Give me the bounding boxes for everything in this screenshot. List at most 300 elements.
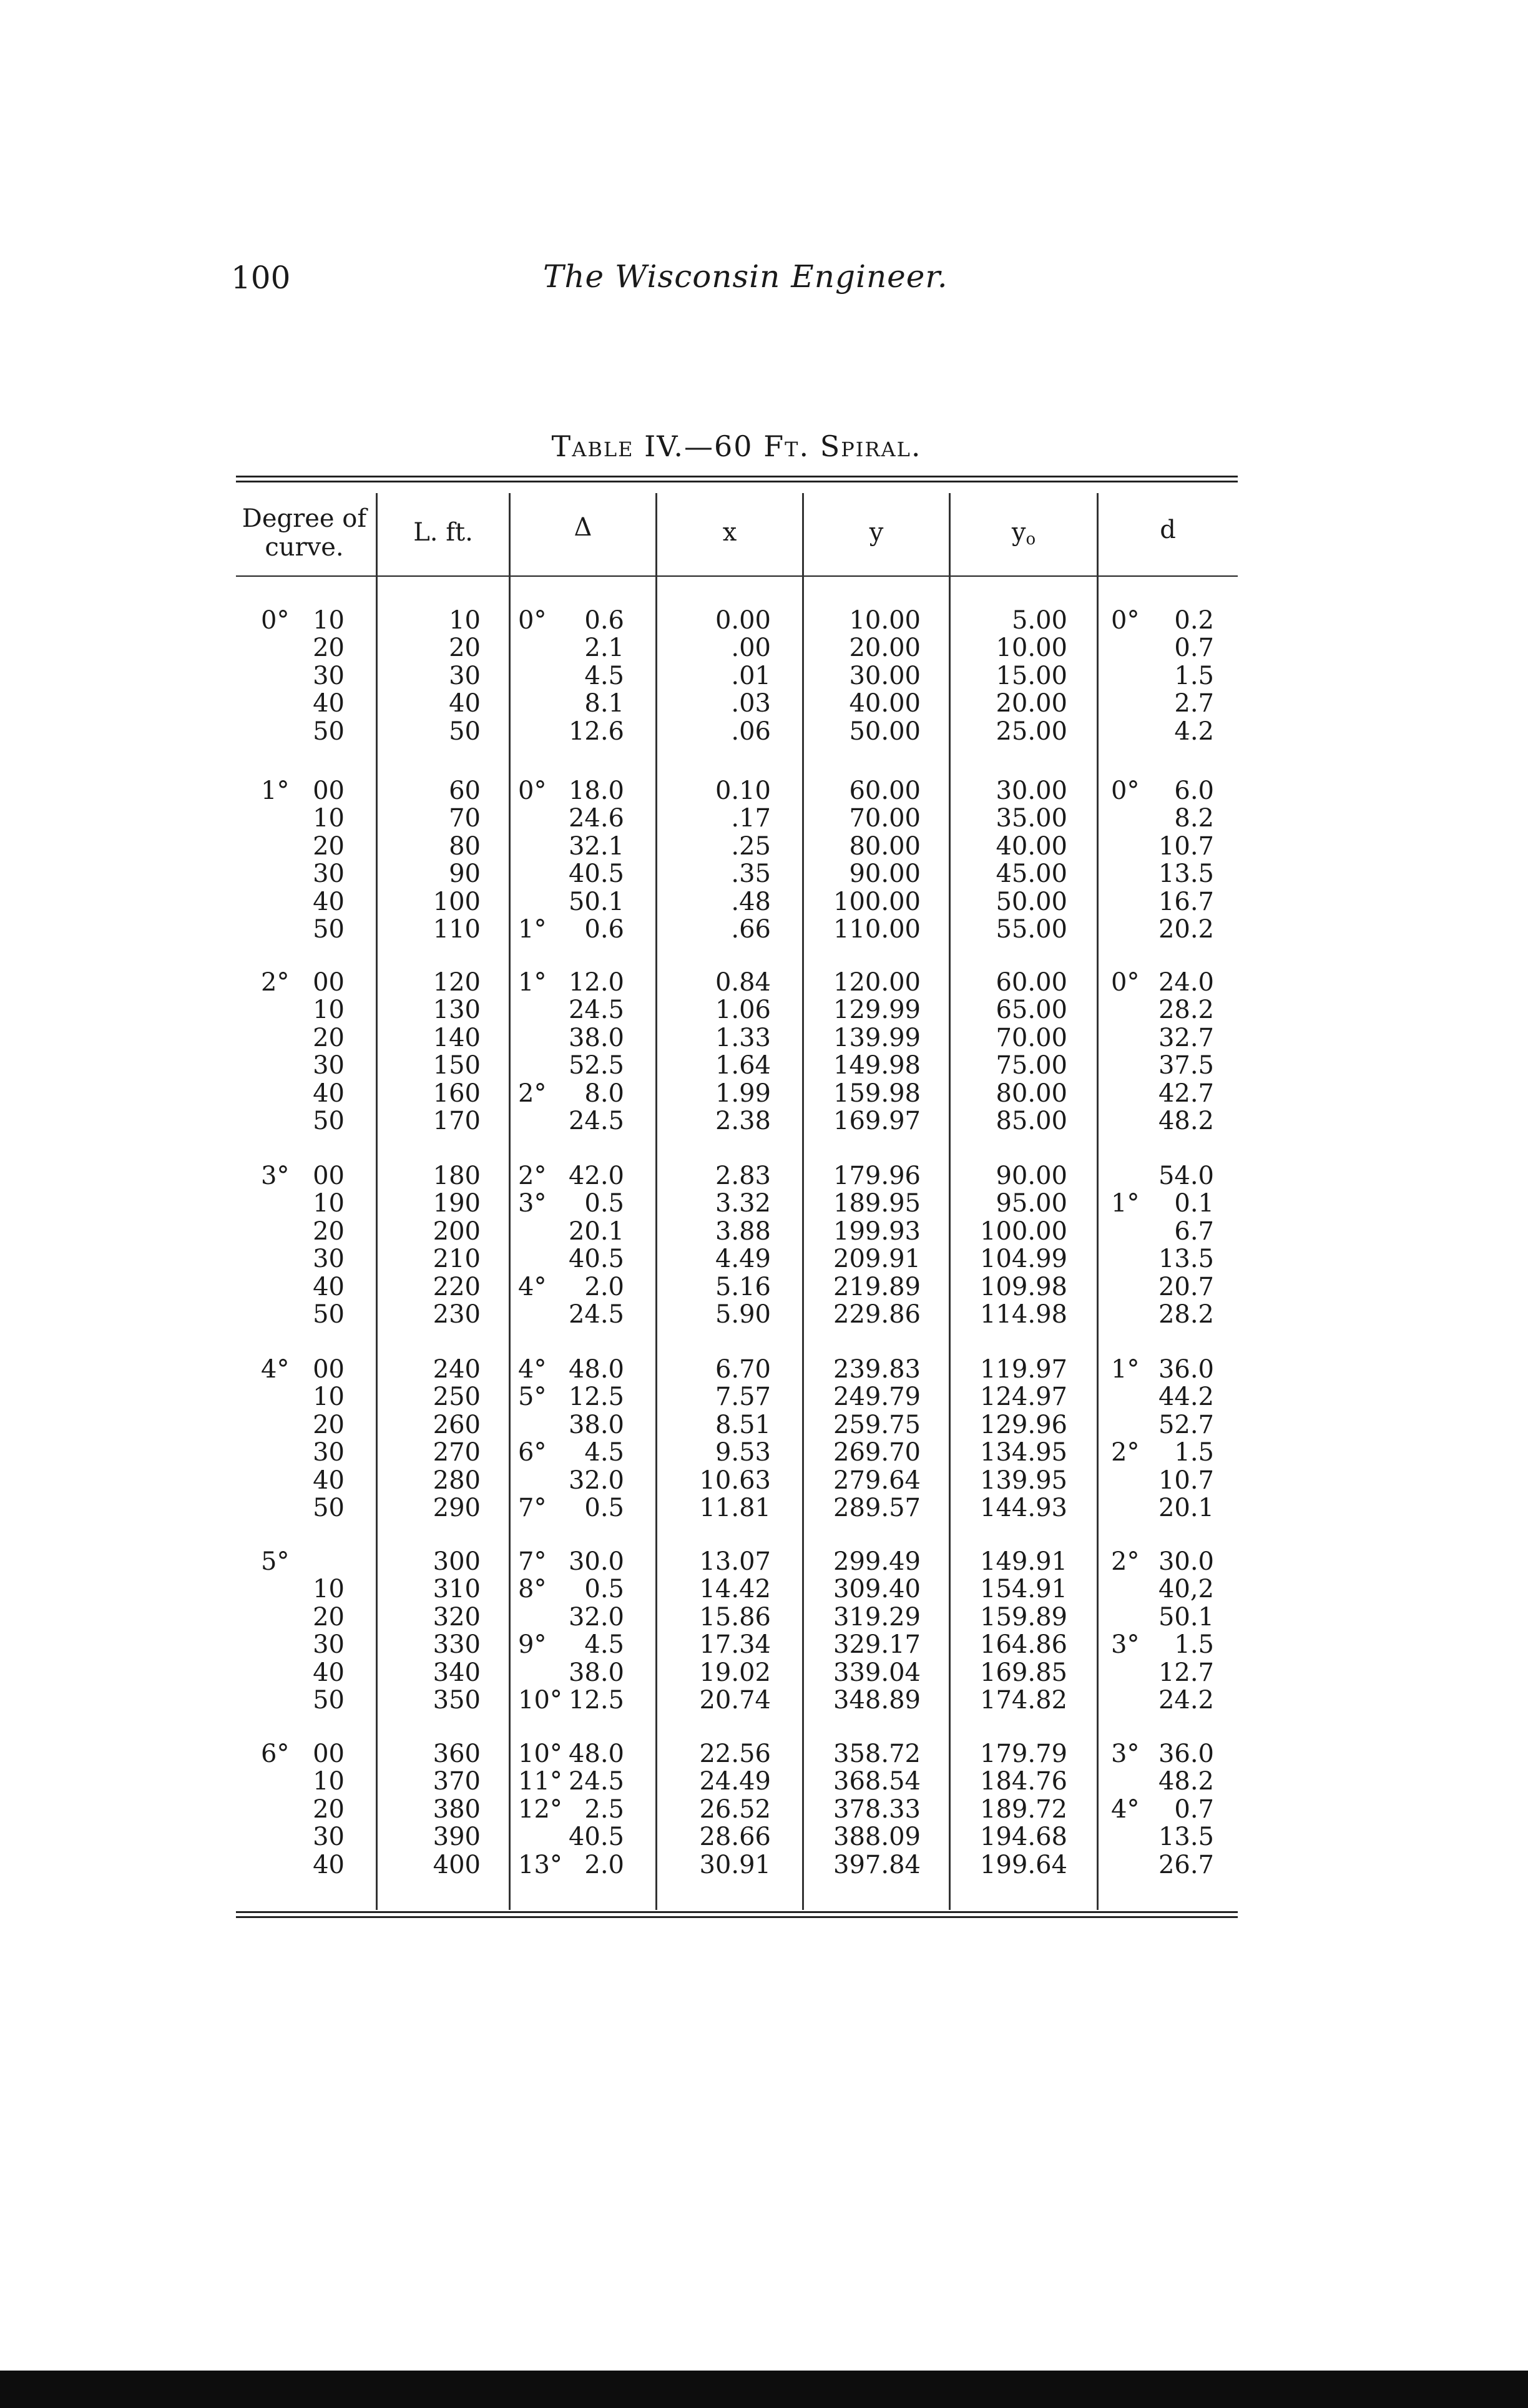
degree-of-curve-value: 0° xyxy=(261,606,290,635)
table-cell: 20 xyxy=(313,831,345,861)
table-cell: 0° xyxy=(518,606,547,635)
table-cell: 200 xyxy=(433,1216,481,1246)
table-cell: 149.91 xyxy=(980,1547,1067,1576)
table-cell: 0.2 xyxy=(1174,606,1214,635)
table-cell: 00 xyxy=(313,1355,345,1384)
x-col xyxy=(680,607,771,745)
table-cell: 169.97 xyxy=(833,1106,921,1135)
table-cell: 50 xyxy=(449,717,481,746)
table-cell: 2.0 xyxy=(584,1850,624,1879)
table-cell: 40 xyxy=(313,1272,345,1301)
table-cell: 109.98 xyxy=(980,1272,1067,1301)
table-cell: 120.00 xyxy=(833,968,921,997)
degree-of-curve-value: 3° xyxy=(261,1162,290,1190)
length-col xyxy=(399,607,481,745)
table-cell: 8° xyxy=(518,1575,547,1604)
table-cell: 2.5 xyxy=(584,1794,624,1824)
degree-of-curve-value: 2° xyxy=(261,968,290,997)
table-cell: 0.84 xyxy=(715,968,771,997)
table-cell: 2° xyxy=(1111,1438,1140,1467)
table-cell: 124.97 xyxy=(980,1383,1067,1412)
yo-col xyxy=(955,1356,1067,1522)
table-cell: 35.00 xyxy=(996,804,1067,833)
table-cell: 4° xyxy=(518,1355,547,1384)
table-cell: 199.64 xyxy=(980,1850,1067,1879)
column-divider xyxy=(655,493,657,1910)
table-cell: 4.2 xyxy=(1174,717,1214,746)
table-cell: 279.64 xyxy=(833,1466,921,1495)
header-yo-main: y xyxy=(1011,518,1026,547)
table-cell: 30.00 xyxy=(996,776,1067,805)
degree-of-curve-value: 1° xyxy=(261,776,290,805)
x-col xyxy=(680,969,771,1135)
table-cell: 50.1 xyxy=(1158,1602,1214,1632)
column-divider xyxy=(802,493,804,1910)
table-cell: 30 xyxy=(313,1438,345,1467)
table-cell: 164.86 xyxy=(980,1630,1067,1660)
table-cell: 19.02 xyxy=(699,1658,771,1687)
table-cell: 0.5 xyxy=(584,1575,624,1604)
table-cell: 80.00 xyxy=(996,1079,1067,1108)
table-cell: 26.52 xyxy=(699,1794,771,1824)
table-top-rule-inner xyxy=(236,481,1238,482)
table-cell: 32.0 xyxy=(568,1466,624,1495)
table-cell: 368.54 xyxy=(833,1767,921,1796)
table-cell: 50.1 xyxy=(568,887,624,916)
table-cell: 6° xyxy=(518,1438,547,1467)
table-cell: 24.0 xyxy=(1158,968,1214,997)
table-cell: 30 xyxy=(313,1051,345,1080)
table-cell: 54.0 xyxy=(1158,1162,1214,1190)
y-col xyxy=(811,969,921,1135)
table-cell: 44.2 xyxy=(1158,1383,1214,1412)
table-cell: 80.00 xyxy=(849,831,921,861)
table-cell: 114.98 xyxy=(980,1299,1067,1329)
table-cell: 320 xyxy=(433,1602,481,1632)
table-cell: 159.98 xyxy=(833,1079,921,1108)
table-cell: 209.91 xyxy=(833,1245,921,1274)
table-cell: .01 xyxy=(731,661,771,690)
table-cell: 15.86 xyxy=(699,1602,771,1632)
degree-of-curve-value: 6° xyxy=(261,1740,290,1768)
table-cell: 280 xyxy=(433,1466,481,1495)
table-cell: 32.7 xyxy=(1158,1023,1214,1052)
table-cell: 160 xyxy=(433,1079,481,1108)
table-cell: 30 xyxy=(313,661,345,690)
x-col xyxy=(680,1356,771,1522)
table-cell: 20 xyxy=(313,1794,345,1824)
table-cell: 4.49 xyxy=(715,1245,771,1274)
table-cell: 80 xyxy=(449,831,481,861)
table-cell: 20 xyxy=(313,1602,345,1632)
table-cell: 139.95 xyxy=(980,1466,1067,1495)
table-cell: 50 xyxy=(313,1685,345,1715)
table-top-rule xyxy=(236,476,1238,477)
minutes-col xyxy=(293,1740,345,1879)
table-cell: 2° xyxy=(518,1162,547,1190)
table-cell: 20.00 xyxy=(996,689,1067,718)
table-cell: 7° xyxy=(518,1547,547,1576)
table-cell: 5° xyxy=(518,1383,547,1412)
d-minutes-col xyxy=(1142,1548,1214,1714)
table-cell: 190 xyxy=(433,1189,481,1218)
table-cell: 20.74 xyxy=(699,1685,771,1715)
d-minutes-col xyxy=(1142,607,1214,745)
column-divider xyxy=(376,493,378,1910)
table-cell: 12.7 xyxy=(1158,1658,1214,1687)
header-d: d xyxy=(1160,516,1176,544)
y-col xyxy=(811,777,921,943)
d-minutes-col xyxy=(1142,777,1214,943)
table-cell: 24.49 xyxy=(699,1767,771,1796)
table-cell: 4.5 xyxy=(584,661,624,690)
table-cell: 42.0 xyxy=(568,1162,624,1190)
table-cell: 4.5 xyxy=(584,1630,624,1660)
table-cell: 40.5 xyxy=(568,1823,624,1852)
table-cell: 10 xyxy=(313,606,345,635)
table-cell: 50 xyxy=(313,1106,345,1135)
table-cell: 20.1 xyxy=(568,1216,624,1246)
table-cell: 2° xyxy=(518,1079,547,1108)
table-cell: 3.88 xyxy=(715,1216,771,1246)
delta-minutes-col xyxy=(549,777,624,943)
table-cell: 50 xyxy=(313,717,345,746)
table-cell: 12.6 xyxy=(568,717,624,746)
table-cell: 40 xyxy=(449,689,481,718)
table-cell: 50.00 xyxy=(849,717,921,746)
table-cell: 358.72 xyxy=(833,1740,921,1768)
table-cell: 8.2 xyxy=(1174,804,1214,833)
table-cell: 40 xyxy=(313,887,345,916)
yo-col xyxy=(955,969,1067,1135)
table-cell: .03 xyxy=(731,689,771,718)
table-cell: 20.7 xyxy=(1158,1272,1214,1301)
table-cell: 38.0 xyxy=(568,1658,624,1687)
table-cell: 42.7 xyxy=(1158,1079,1214,1108)
table-cell: 189.72 xyxy=(980,1794,1067,1824)
header-length: L. ft. xyxy=(413,518,473,547)
length-col xyxy=(399,1356,481,1522)
table-cell: 0° xyxy=(518,776,547,805)
minutes-col xyxy=(293,969,345,1135)
table-cell: 15.00 xyxy=(996,661,1067,690)
table-cell: 40,2 xyxy=(1158,1575,1214,1604)
table-cell: 330 xyxy=(433,1630,481,1660)
table-cell: 0.6 xyxy=(584,606,624,635)
table-cell: 259.75 xyxy=(833,1410,921,1439)
table-cell: 40 xyxy=(313,1466,345,1495)
table-cell: 30.0 xyxy=(568,1547,624,1576)
yo-col xyxy=(955,607,1067,745)
column-divider xyxy=(509,493,511,1910)
table-cell: 26.7 xyxy=(1158,1850,1214,1879)
table-cell: 1.64 xyxy=(715,1051,771,1080)
table-cell: 309.40 xyxy=(833,1575,921,1604)
table-cell: 60.00 xyxy=(996,968,1067,997)
table-cell: 348.89 xyxy=(833,1685,921,1715)
table-cell: 397.84 xyxy=(833,1850,921,1879)
table-cell: 30 xyxy=(313,1245,345,1274)
table-cell: 36.0 xyxy=(1158,1740,1214,1768)
table-cell: .17 xyxy=(731,804,771,833)
yo-col xyxy=(955,1548,1067,1714)
table-cell: 1.5 xyxy=(1174,1630,1214,1660)
minutes-col xyxy=(293,607,345,745)
d-minutes-col xyxy=(1142,1740,1214,1879)
table-cell: 40 xyxy=(313,1850,345,1879)
table-cell: 8.51 xyxy=(715,1410,771,1439)
table-cell: 10 xyxy=(313,1383,345,1412)
table-cell: 90.00 xyxy=(849,859,921,889)
table-cell: 20 xyxy=(449,634,481,663)
table-cell: 184.76 xyxy=(980,1767,1067,1796)
table-cell: 10 xyxy=(313,996,345,1025)
table-cell: 90 xyxy=(449,859,481,889)
table-cell: 16.7 xyxy=(1158,887,1214,916)
table-cell: 22.56 xyxy=(699,1740,771,1768)
d-minutes-col xyxy=(1142,1162,1214,1328)
table-cell: 179.79 xyxy=(980,1740,1067,1768)
table-cell: 339.04 xyxy=(833,1658,921,1687)
table-cell: 00 xyxy=(313,1162,345,1190)
table-bottom-rule xyxy=(236,1911,1238,1913)
delta-minutes-col xyxy=(549,607,624,745)
table-cell: 0.10 xyxy=(715,776,771,805)
d-minutes-col xyxy=(1142,969,1214,1135)
table-cell: 194.68 xyxy=(980,1823,1067,1852)
delta-minutes-col xyxy=(549,1740,624,1879)
table-cell: 119.97 xyxy=(980,1355,1067,1384)
table-cell: 28.66 xyxy=(699,1823,771,1852)
table-cell: 30 xyxy=(449,661,481,690)
table-cell: 239.83 xyxy=(833,1355,921,1384)
table-cell: 48.2 xyxy=(1158,1106,1214,1135)
table-cell: 65.00 xyxy=(996,996,1067,1025)
table-cell: 38.0 xyxy=(568,1023,624,1052)
table-cell: 8.0 xyxy=(584,1079,624,1108)
degree-of-curve-value: 4° xyxy=(261,1355,290,1384)
table-cell: 30.91 xyxy=(699,1850,771,1879)
table-cell: 129.96 xyxy=(980,1410,1067,1439)
table-cell: 10.63 xyxy=(699,1466,771,1495)
table-cell: 179.96 xyxy=(833,1162,921,1190)
table-cell: 310 xyxy=(433,1575,481,1604)
table-cell: 169.85 xyxy=(980,1658,1067,1687)
length-col xyxy=(399,1548,481,1714)
table-cell: 48.0 xyxy=(568,1740,624,1768)
table-cell: 18.0 xyxy=(568,776,624,805)
table-cell: 52.7 xyxy=(1158,1410,1214,1439)
table-cell: 4.5 xyxy=(584,1438,624,1467)
table-cell: 110.00 xyxy=(833,914,921,944)
table-cell: 388.09 xyxy=(833,1823,921,1852)
table-cell: 30 xyxy=(313,1630,345,1660)
table-cell: 289.57 xyxy=(833,1493,921,1522)
table-cell: 260 xyxy=(433,1410,481,1439)
table-cell: 0.7 xyxy=(1174,634,1214,663)
table-cell: 0.6 xyxy=(584,914,624,944)
header-x: x xyxy=(722,518,737,547)
table-cell: 50.00 xyxy=(996,887,1067,916)
table-cell: 219.89 xyxy=(833,1272,921,1301)
table-cell: 4° xyxy=(1111,1794,1140,1824)
yo-col xyxy=(955,1740,1067,1879)
table-cell: 30 xyxy=(313,859,345,889)
table-cell: 12.5 xyxy=(568,1685,624,1715)
header-degree-line1: Degree of xyxy=(242,504,367,533)
table-cell: 378.33 xyxy=(833,1794,921,1824)
length-col xyxy=(399,777,481,943)
table-cell: 220 xyxy=(433,1272,481,1301)
table-cell: 0° xyxy=(1111,776,1140,805)
table-cell: 00 xyxy=(313,968,345,997)
delta-minutes-col xyxy=(549,1548,624,1714)
table-cell: .35 xyxy=(731,859,771,889)
table-cell: 48.2 xyxy=(1158,1767,1214,1796)
table-cell: 1.33 xyxy=(715,1023,771,1052)
header-yo-subscript: o xyxy=(1026,530,1036,549)
table-cell: 45.00 xyxy=(996,859,1067,889)
table-cell: 00 xyxy=(313,1740,345,1768)
y-col xyxy=(811,1548,921,1714)
table-cell: 1.99 xyxy=(715,1079,771,1108)
table-cell: 300 xyxy=(433,1547,481,1576)
table-cell: 32.0 xyxy=(568,1602,624,1632)
table-cell: 120 xyxy=(433,968,481,997)
table-cell: 10.7 xyxy=(1158,831,1214,861)
table-cell: 170 xyxy=(433,1106,481,1135)
table-cell: 10.7 xyxy=(1158,1466,1214,1495)
x-col xyxy=(680,777,771,943)
table-cell: 0.1 xyxy=(1174,1189,1214,1218)
table-cell: 12.5 xyxy=(568,1383,624,1412)
table-cell: 70 xyxy=(449,804,481,833)
column-divider xyxy=(949,493,951,1910)
table-cell: 9° xyxy=(518,1630,547,1660)
table-cell: 12.0 xyxy=(568,968,624,997)
table-cell: 340 xyxy=(433,1658,481,1687)
table-cell: 20 xyxy=(313,1216,345,1246)
table-cell: 24.5 xyxy=(568,1767,624,1796)
table-bottom-rule-inner xyxy=(236,1916,1238,1918)
table-cell: 0.7 xyxy=(1174,1794,1214,1824)
table-cell: 28.2 xyxy=(1158,1299,1214,1329)
table-cell: 174.82 xyxy=(980,1685,1067,1715)
table-cell: 229.86 xyxy=(833,1299,921,1329)
y-col xyxy=(811,1162,921,1328)
table-cell: .06 xyxy=(731,717,771,746)
table-cell: 0.5 xyxy=(584,1493,624,1522)
table-cell: 7° xyxy=(518,1493,547,1522)
header-y: y xyxy=(869,518,884,547)
table-cell: 270 xyxy=(433,1438,481,1467)
table-cell: 1° xyxy=(1111,1355,1140,1384)
table-cell: 90.00 xyxy=(996,1162,1067,1190)
table-cell: 189.95 xyxy=(833,1189,921,1218)
table-cell: 11.81 xyxy=(699,1493,771,1522)
table-cell: .00 xyxy=(731,634,771,663)
table-cell: 60.00 xyxy=(849,776,921,805)
table-cell: 24.5 xyxy=(568,996,624,1025)
table-cell: 10 xyxy=(313,804,345,833)
table-cell: 370 xyxy=(433,1767,481,1796)
table-cell: 40.5 xyxy=(568,1245,624,1274)
table-cell: 144.93 xyxy=(980,1493,1067,1522)
table-cell: 14.42 xyxy=(699,1575,771,1604)
table-cell: 0° xyxy=(1111,968,1140,997)
table-cell: 134.95 xyxy=(980,1438,1067,1467)
table-cell: 13.5 xyxy=(1158,859,1214,889)
table-cell: 10.00 xyxy=(996,634,1067,663)
table-cell: 319.29 xyxy=(833,1602,921,1632)
table-cell: 129.99 xyxy=(833,996,921,1025)
header-yo xyxy=(951,518,1097,554)
table-cell: 40.5 xyxy=(568,859,624,889)
y-col xyxy=(811,1740,921,1879)
delta-minutes-col xyxy=(549,969,624,1135)
table-cell: 3° xyxy=(1111,1630,1140,1660)
table-cell: 30.0 xyxy=(1158,1547,1214,1576)
table-cell: 0.5 xyxy=(584,1189,624,1218)
table-cell: 6.7 xyxy=(1174,1216,1214,1246)
table-cell: 20 xyxy=(313,634,345,663)
table-cell: 32.1 xyxy=(568,831,624,861)
table-cell: 24.5 xyxy=(568,1299,624,1329)
table-cell: 4° xyxy=(518,1272,547,1301)
table-cell: 13.5 xyxy=(1158,1245,1214,1274)
yo-col xyxy=(955,1162,1067,1328)
table-cell: 290 xyxy=(433,1493,481,1522)
table-cell: 13° xyxy=(518,1850,562,1879)
table-cell: 11° xyxy=(518,1767,562,1796)
table-cell: 3.32 xyxy=(715,1189,771,1218)
table-cell: 20 xyxy=(313,1410,345,1439)
table-cell: 37.5 xyxy=(1158,1051,1214,1080)
table-cell: 30 xyxy=(313,1823,345,1852)
x-col xyxy=(680,1740,771,1879)
table-cell: 360 xyxy=(433,1740,481,1768)
table-cell: 6.70 xyxy=(715,1355,771,1384)
table-cell: 180 xyxy=(433,1162,481,1190)
table-cell: 12° xyxy=(518,1794,562,1824)
table-cell: 1° xyxy=(1111,1189,1140,1218)
table-caption: Table IV.—60 Ft. Spiral. xyxy=(551,429,922,463)
table-cell: 1.5 xyxy=(1174,1438,1214,1467)
minutes-col xyxy=(293,777,345,943)
table-cell: 20.00 xyxy=(849,634,921,663)
table-cell: 150 xyxy=(433,1051,481,1080)
scan-bottom-border xyxy=(0,2371,1528,2408)
table-cell: 48.0 xyxy=(568,1355,624,1384)
table-cell: 149.98 xyxy=(833,1051,921,1080)
table-cell: 380 xyxy=(433,1794,481,1824)
header-degree-line2: curve. xyxy=(265,533,344,562)
table-cell: 13.5 xyxy=(1158,1823,1214,1852)
table-cell: 390 xyxy=(433,1823,481,1852)
table-cell: 1.06 xyxy=(715,996,771,1025)
table-cell: 199.93 xyxy=(833,1216,921,1246)
minutes-col xyxy=(293,1162,345,1328)
table-cell: 50 xyxy=(313,914,345,944)
table-cell: 100.00 xyxy=(980,1216,1067,1246)
table-cell: 299.49 xyxy=(833,1547,921,1576)
header-degree-of-curve xyxy=(234,504,375,562)
table-cell: 60 xyxy=(449,776,481,805)
table-cell: 240 xyxy=(433,1355,481,1384)
table-cell: 0.00 xyxy=(715,606,771,635)
table-cell: 2.1 xyxy=(584,634,624,663)
delta-minutes-col xyxy=(549,1162,624,1328)
